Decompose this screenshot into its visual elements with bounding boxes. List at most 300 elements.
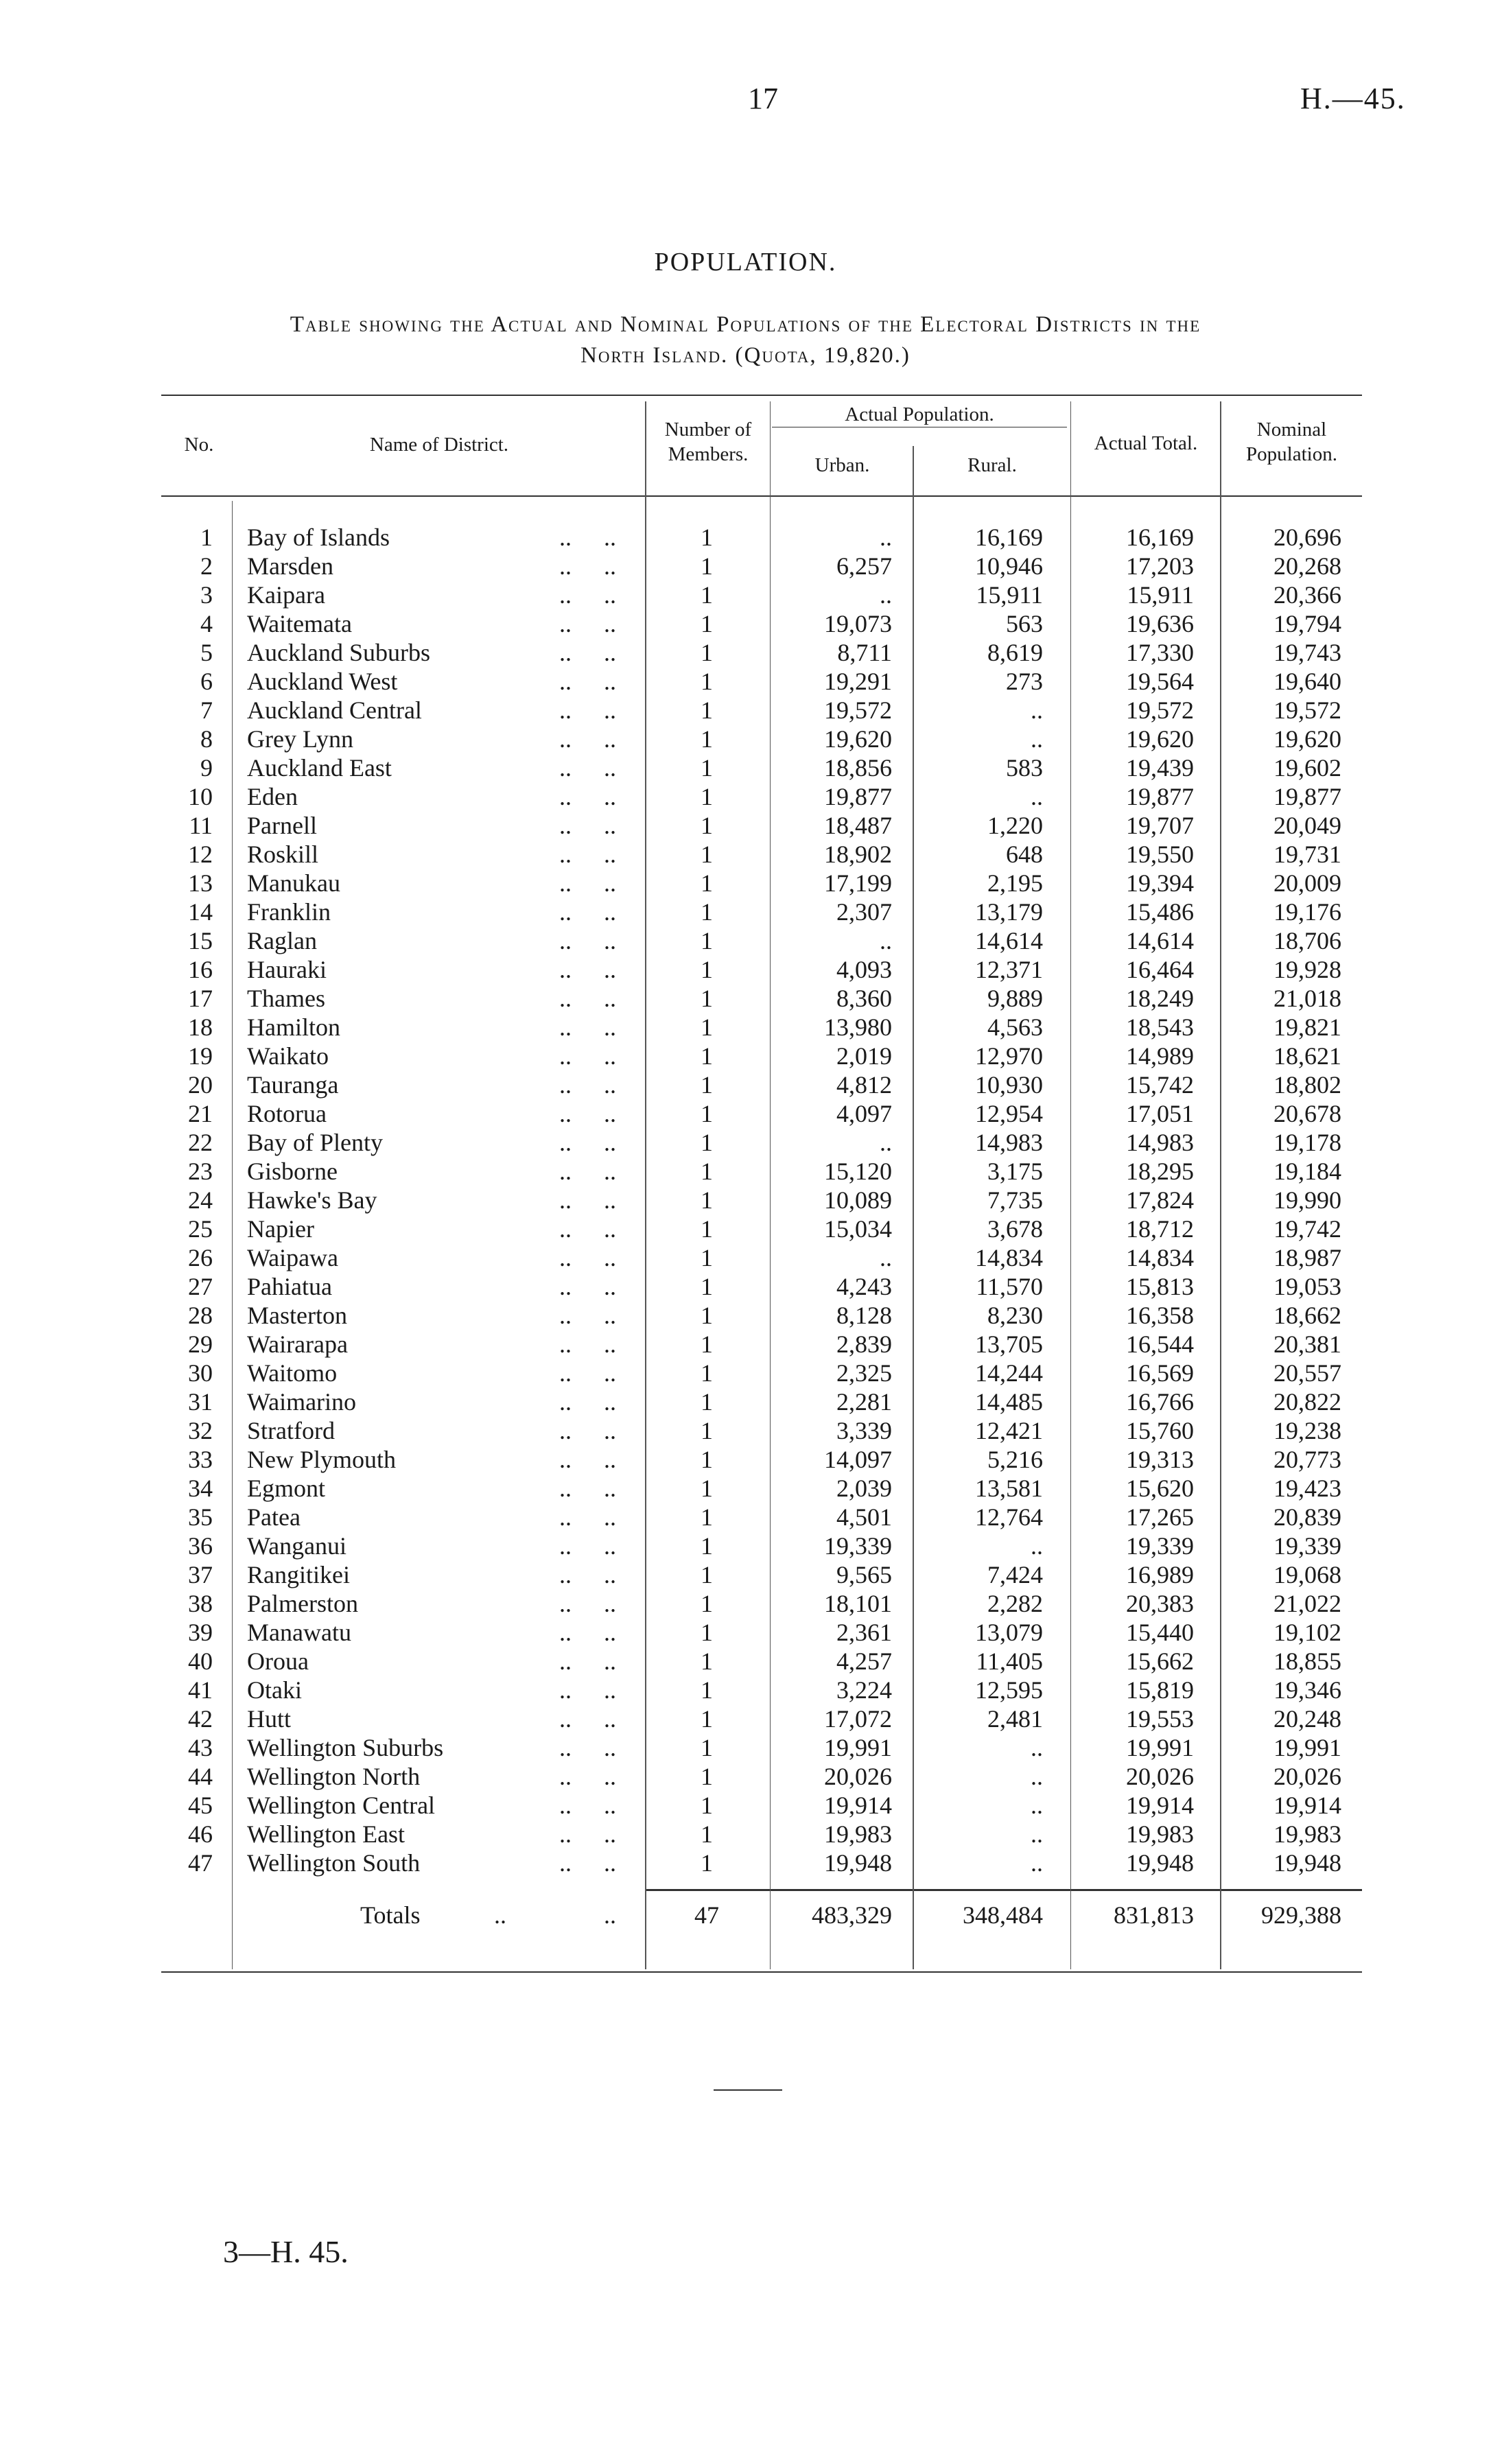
rural: 11,570 <box>976 1273 1043 1300</box>
row-number: 3 <box>200 581 213 609</box>
leader-dots: .. <box>559 869 572 897</box>
urban: 2,019 <box>836 1042 892 1070</box>
table-top-rule <box>161 395 1362 396</box>
row-number: 15 <box>188 927 213 954</box>
leader-dots: .. <box>604 1849 616 1877</box>
nominal-population: 20,026 <box>1273 1763 1341 1790</box>
urban: 2,839 <box>836 1330 892 1358</box>
header-members <box>646 417 770 467</box>
leader-dots: .. <box>559 610 572 637</box>
row-number: 9 <box>200 754 213 782</box>
nominal-population: 19,821 <box>1273 1013 1341 1041</box>
table-row <box>0 1733 1491 1762</box>
table-row <box>0 1560 1491 1589</box>
rural: 2,195 <box>987 869 1043 897</box>
row-number: 7 <box>200 696 213 724</box>
district-name: Oroua <box>247 1647 309 1675</box>
nominal-population: 19,990 <box>1273 1186 1341 1214</box>
district-name: Hauraki <box>247 956 327 983</box>
members: 1 <box>701 1849 713 1877</box>
urban: 4,097 <box>836 1100 892 1127</box>
leader-dots: .. <box>604 1244 616 1271</box>
rural: 14,485 <box>975 1388 1043 1416</box>
district-name: Hawke's Bay <box>247 1186 377 1214</box>
table-row <box>0 1128 1491 1157</box>
members: 1 <box>701 668 713 695</box>
totals-top-rule <box>645 1889 1362 1891</box>
table-row <box>0 1791 1491 1820</box>
actual-total: 14,834 <box>1126 1244 1194 1271</box>
nominal-population: 20,366 <box>1273 581 1341 609</box>
leader-dots: .. <box>604 1532 616 1560</box>
district-name: Manukau <box>247 869 340 897</box>
row-number: 35 <box>188 1503 213 1531</box>
actual-total: 15,620 <box>1126 1475 1194 1502</box>
rural: .. <box>1031 1820 1043 1848</box>
table-row <box>0 1301 1491 1330</box>
urban: 8,711 <box>837 639 892 666</box>
leader-dots: .. <box>604 985 616 1012</box>
district-name: Bay of Islands <box>247 524 390 551</box>
totals-label: Totals <box>360 1901 421 1929</box>
nominal-population: 19,184 <box>1273 1158 1341 1185</box>
nominal-population: 19,742 <box>1273 1215 1341 1243</box>
actual-total: 19,550 <box>1126 841 1194 868</box>
district-name: Patea <box>247 1503 301 1531</box>
district-name: Kaipara <box>247 581 325 609</box>
urban: 6,257 <box>836 552 892 580</box>
row-number: 42 <box>188 1705 213 1733</box>
urban: .. <box>880 1244 892 1271</box>
leader-dots: .. <box>559 1475 572 1502</box>
leader-dots: .. <box>604 869 616 897</box>
district-name: Parnell <box>247 812 317 839</box>
actual-total: 17,265 <box>1126 1503 1194 1531</box>
leader-dots: .. <box>604 1705 616 1733</box>
rural: 5,216 <box>987 1446 1043 1473</box>
leader-dots: .. <box>604 1013 616 1041</box>
rural: 14,983 <box>975 1129 1043 1156</box>
district-name: New Plymouth <box>247 1446 397 1473</box>
district-name: Marsden <box>247 552 333 580</box>
nominal-population: 19,572 <box>1273 696 1341 724</box>
table-row <box>0 1704 1491 1733</box>
actual-total: 15,486 <box>1126 898 1194 926</box>
table-row <box>0 696 1491 725</box>
table-row <box>0 1359 1491 1387</box>
district-name: Raglan <box>247 927 317 954</box>
leader-dots: .. <box>604 1273 616 1300</box>
rural: .. <box>1031 1792 1043 1819</box>
rural: 13,179 <box>975 898 1043 926</box>
header-nominal-population <box>1221 417 1362 467</box>
rural: 13,705 <box>975 1330 1043 1358</box>
nominal-population: 20,557 <box>1273 1359 1341 1387</box>
page-number: 17 <box>748 82 778 115</box>
leader-dots: .. <box>604 1676 616 1704</box>
leader-dots: .. <box>559 1244 572 1271</box>
district-name: Wellington Suburbs <box>247 1734 444 1761</box>
table-row <box>0 1647 1491 1676</box>
rural: 1,220 <box>987 812 1043 839</box>
nominal-population: 19,346 <box>1273 1676 1341 1704</box>
table-row <box>0 638 1491 667</box>
leader-dots: .. <box>559 1186 572 1214</box>
urban: .. <box>880 1129 892 1156</box>
actual-total: 19,339 <box>1126 1532 1194 1560</box>
members: 1 <box>701 927 713 954</box>
leader-dots: .. <box>559 754 572 782</box>
totals-actual-total: 831,813 <box>1114 1901 1194 1929</box>
table-row <box>0 1416 1491 1445</box>
leader-dots: .. <box>604 1330 616 1358</box>
urban: 19,291 <box>824 668 892 695</box>
row-number: 24 <box>188 1186 213 1214</box>
leader-dots: .. <box>604 1590 616 1617</box>
urban: 17,199 <box>824 869 892 897</box>
actual-total: 19,636 <box>1126 610 1194 637</box>
leader-dots: .. <box>604 1475 616 1502</box>
nominal-population: 19,794 <box>1273 610 1341 637</box>
nominal-population: 18,855 <box>1273 1647 1341 1675</box>
actual-total: 17,824 <box>1126 1186 1194 1214</box>
members: 1 <box>701 1676 713 1704</box>
rural: 648 <box>1006 841 1043 868</box>
header-no: No. <box>184 434 214 456</box>
row-number: 40 <box>188 1647 213 1675</box>
actual-total: 16,358 <box>1126 1302 1194 1329</box>
members: 1 <box>701 1273 713 1300</box>
table-caption-line-1: Table showing the Actual and Nominal Populations of the Electoral Districts in the <box>290 312 1201 337</box>
leader-dots: .. <box>604 1417 616 1444</box>
members: 1 <box>701 1417 713 1444</box>
leader-dots: .. <box>604 1820 616 1848</box>
totals-row <box>0 1901 1491 1929</box>
leader-dots: .. <box>604 1792 616 1819</box>
actual-total: 16,464 <box>1126 956 1194 983</box>
section-divider <box>714 2089 782 2091</box>
leader-dots: .. <box>604 898 616 926</box>
urban: 19,620 <box>824 725 892 753</box>
actual-total: 19,553 <box>1126 1705 1194 1733</box>
rural: 13,079 <box>975 1619 1043 1646</box>
nominal-population: 20,773 <box>1273 1446 1341 1473</box>
table-row <box>0 725 1491 753</box>
urban: 19,983 <box>824 1820 892 1848</box>
nominal-population: 20,839 <box>1273 1503 1341 1531</box>
row-number: 1 <box>200 524 213 551</box>
leader-dots: .. <box>604 927 616 954</box>
urban: 19,073 <box>824 610 892 637</box>
nominal-population: 20,696 <box>1273 524 1341 551</box>
table-caption-line-2: North Island. (Quota, 19,820.) <box>580 343 911 368</box>
district-name: Waitomo <box>247 1359 338 1387</box>
row-number: 17 <box>188 985 213 1012</box>
nominal-population: 18,621 <box>1273 1042 1341 1070</box>
row-number: 46 <box>188 1820 213 1848</box>
district-name: Wanganui <box>247 1532 347 1560</box>
actual-total: 19,439 <box>1126 754 1194 782</box>
document-reference: H.—45. <box>1300 82 1406 115</box>
members: 1 <box>701 1647 713 1675</box>
district-name: Waimarino <box>247 1388 357 1416</box>
leader-dots: .. <box>604 1129 616 1156</box>
district-name: Hutt <box>247 1705 292 1733</box>
rural: 273 <box>1006 668 1043 695</box>
district-name: Bay of Plenty <box>247 1129 383 1156</box>
nominal-population: 19,339 <box>1273 1532 1341 1560</box>
table-row <box>0 753 1491 782</box>
actual-total: 19,948 <box>1126 1849 1194 1877</box>
district-name: Manawatu <box>247 1619 351 1646</box>
table-row <box>0 897 1491 926</box>
row-number: 32 <box>188 1417 213 1444</box>
header-nominal-line2: Population. <box>1246 443 1337 465</box>
leader-dots: .. <box>604 956 616 983</box>
members: 1 <box>701 1129 713 1156</box>
leader-dots: .. <box>559 725 572 753</box>
row-number: 43 <box>188 1734 213 1761</box>
leader-dots: .. <box>559 783 572 810</box>
district-name: Eden <box>247 783 298 810</box>
row-number: 20 <box>188 1071 213 1099</box>
row-number: 36 <box>188 1532 213 1560</box>
leader-dots: .. <box>559 552 572 580</box>
leader-dots: .. <box>559 668 572 695</box>
members: 1 <box>701 1215 713 1243</box>
header-urban: Urban. <box>814 454 870 476</box>
actual-total: 19,991 <box>1126 1734 1194 1761</box>
nominal-population: 19,178 <box>1273 1129 1341 1156</box>
rural: 14,834 <box>975 1244 1043 1271</box>
members: 1 <box>701 1244 713 1271</box>
nominal-population: 18,662 <box>1273 1302 1341 1329</box>
leader-dots: .. <box>604 725 616 753</box>
rural: 3,678 <box>987 1215 1043 1243</box>
row-number: 47 <box>188 1849 213 1877</box>
leader-dots: .. <box>559 1792 572 1819</box>
row-number: 31 <box>188 1388 213 1416</box>
leader-dots: .. <box>559 1158 572 1185</box>
rural: .. <box>1031 1532 1043 1560</box>
nominal-population: 19,238 <box>1273 1417 1341 1444</box>
row-number: 30 <box>188 1359 213 1387</box>
urban: 3,339 <box>836 1417 892 1444</box>
leader-dots: .. <box>604 1619 616 1646</box>
urban: 13,980 <box>824 1013 892 1041</box>
leader-dots: .. <box>559 1417 572 1444</box>
members: 1 <box>701 1446 713 1473</box>
nominal-population: 19,991 <box>1273 1734 1341 1761</box>
table-row <box>0 1099 1491 1128</box>
urban: 19,914 <box>824 1792 892 1819</box>
leader-dots: .. <box>559 1705 572 1733</box>
urban: 4,243 <box>836 1273 892 1300</box>
members: 1 <box>701 1705 713 1733</box>
urban: 4,093 <box>836 956 892 983</box>
rural: .. <box>1031 1763 1043 1790</box>
members: 1 <box>701 1330 713 1358</box>
urban: 18,487 <box>824 812 892 839</box>
leader-dots: .. <box>604 1302 616 1329</box>
actual-total: 14,614 <box>1126 927 1194 954</box>
leader-dots: .. <box>559 1619 572 1646</box>
row-number: 23 <box>188 1158 213 1185</box>
urban: 9,565 <box>836 1561 892 1588</box>
table-row <box>0 926 1491 955</box>
header-members-line2: Members. <box>668 443 749 465</box>
row-number: 10 <box>188 783 213 810</box>
district-name: Waikato <box>247 1042 329 1070</box>
district-name: Gisborne <box>247 1158 338 1185</box>
leader-dots: .. <box>559 812 572 839</box>
district-name: Wellington Central <box>247 1792 436 1819</box>
table-row <box>0 1042 1491 1070</box>
members: 1 <box>701 898 713 926</box>
header-actual-population: Actual Population. <box>845 403 994 425</box>
actual-total: 20,026 <box>1126 1763 1194 1790</box>
table-row <box>0 1186 1491 1215</box>
leader-dots: .. <box>604 1100 616 1127</box>
district-name: Franklin <box>247 898 331 926</box>
urban: 4,257 <box>836 1647 892 1675</box>
urban: 8,128 <box>836 1302 892 1329</box>
table-row <box>0 1445 1491 1474</box>
row-number: 37 <box>188 1561 213 1588</box>
nominal-population: 19,053 <box>1273 1273 1341 1300</box>
members: 1 <box>701 639 713 666</box>
leader-dots: .. <box>559 524 572 551</box>
district-name: Pahiatua <box>247 1273 332 1300</box>
rural: 12,954 <box>975 1100 1043 1127</box>
rural: 9,889 <box>987 985 1043 1012</box>
actual-total: 18,543 <box>1126 1013 1194 1041</box>
row-number: 45 <box>188 1792 213 1819</box>
table-row <box>0 1474 1491 1503</box>
nominal-population: 19,877 <box>1273 783 1341 810</box>
district-name: Palmerston <box>247 1590 358 1617</box>
leader-dots: .. <box>559 1676 572 1704</box>
actual-total: 19,914 <box>1126 1792 1194 1819</box>
district-name: Masterton <box>247 1302 347 1329</box>
actual-total: 15,742 <box>1126 1071 1194 1099</box>
members: 1 <box>701 552 713 580</box>
table-row <box>0 1762 1491 1791</box>
members: 1 <box>701 1013 713 1041</box>
row-number: 13 <box>188 869 213 897</box>
table-row <box>0 984 1491 1013</box>
urban: 19,877 <box>824 783 892 810</box>
rural: 13,581 <box>975 1475 1043 1502</box>
row-number: 18 <box>188 1013 213 1041</box>
table-row <box>0 955 1491 984</box>
totals-urban: 483,329 <box>812 1901 892 1929</box>
table-bottom-rule <box>161 1971 1362 1973</box>
row-number: 38 <box>188 1590 213 1617</box>
members: 1 <box>701 812 713 839</box>
row-number: 5 <box>200 639 213 666</box>
nominal-population: 18,987 <box>1273 1244 1341 1271</box>
urban: .. <box>880 581 892 609</box>
header-members-line1: Number of <box>664 419 752 441</box>
rural: 15,911 <box>976 581 1043 609</box>
leader-dots: .. <box>604 841 616 868</box>
row-number: 19 <box>188 1042 213 1070</box>
urban: 4,812 <box>836 1071 892 1099</box>
leader-dots: .. <box>604 1158 616 1185</box>
leader-dots: .. <box>559 1561 572 1588</box>
header-actual-total: Actual Total. <box>1094 432 1198 454</box>
header-rural: Rural. <box>967 454 1017 476</box>
actual-total: 16,569 <box>1126 1359 1194 1387</box>
table-row <box>0 1820 1491 1849</box>
district-name: Wellington South <box>247 1849 421 1877</box>
nominal-population: 20,381 <box>1273 1330 1341 1358</box>
actual-total: 19,313 <box>1126 1446 1194 1473</box>
leader-dots: .. <box>559 1129 572 1156</box>
row-number: 44 <box>188 1763 213 1790</box>
members: 1 <box>701 1042 713 1070</box>
table-row <box>0 552 1491 580</box>
leader-dots: .. <box>559 1071 572 1099</box>
actual-total: 19,572 <box>1126 696 1194 724</box>
leader-dots: .. <box>604 1359 616 1387</box>
row-number: 11 <box>189 812 213 839</box>
leader-dots: .. <box>559 1849 572 1877</box>
leader-dots: .. <box>604 1734 616 1761</box>
leader-dots: .. <box>559 1532 572 1560</box>
actual-total: 18,295 <box>1126 1158 1194 1185</box>
urban: 10,089 <box>824 1186 892 1214</box>
row-number: 34 <box>188 1475 213 1502</box>
nominal-population: 20,009 <box>1273 869 1341 897</box>
urban: 18,856 <box>824 754 892 782</box>
members: 1 <box>701 985 713 1012</box>
actual-total: 18,249 <box>1126 985 1194 1012</box>
nominal-population: 20,049 <box>1273 812 1341 839</box>
urban: 20,026 <box>824 1763 892 1790</box>
leader-dots: .. <box>604 1042 616 1070</box>
nominal-population: 20,678 <box>1273 1100 1341 1127</box>
nominal-population: 19,602 <box>1273 754 1341 782</box>
row-number: 26 <box>188 1244 213 1271</box>
rural: 563 <box>1006 610 1043 637</box>
rural: .. <box>1031 783 1043 810</box>
actual-total: 17,330 <box>1126 639 1194 666</box>
leader-dots: .. <box>604 552 616 580</box>
nominal-population: 19,731 <box>1273 841 1341 868</box>
members: 1 <box>701 1158 713 1185</box>
rural: 14,244 <box>975 1359 1043 1387</box>
leader-dots: .. <box>559 1042 572 1070</box>
leader-dots: .. <box>559 927 572 954</box>
members: 1 <box>701 783 713 810</box>
urban: 4,501 <box>836 1503 892 1531</box>
row-number: 4 <box>200 610 213 637</box>
rural: 12,595 <box>975 1676 1043 1704</box>
nominal-population: 20,248 <box>1273 1705 1341 1733</box>
actual-total: 16,989 <box>1126 1561 1194 1588</box>
row-number: 14 <box>188 898 213 926</box>
row-number: 27 <box>188 1273 213 1300</box>
leader-dots: .. <box>559 898 572 926</box>
page-title: POPULATION. <box>654 248 837 277</box>
urban: 17,072 <box>824 1705 892 1733</box>
leader-dots: .. <box>604 1503 616 1531</box>
actual-total: 16,766 <box>1126 1388 1194 1416</box>
rural: .. <box>1031 1734 1043 1761</box>
actual-total: 19,707 <box>1126 812 1194 839</box>
